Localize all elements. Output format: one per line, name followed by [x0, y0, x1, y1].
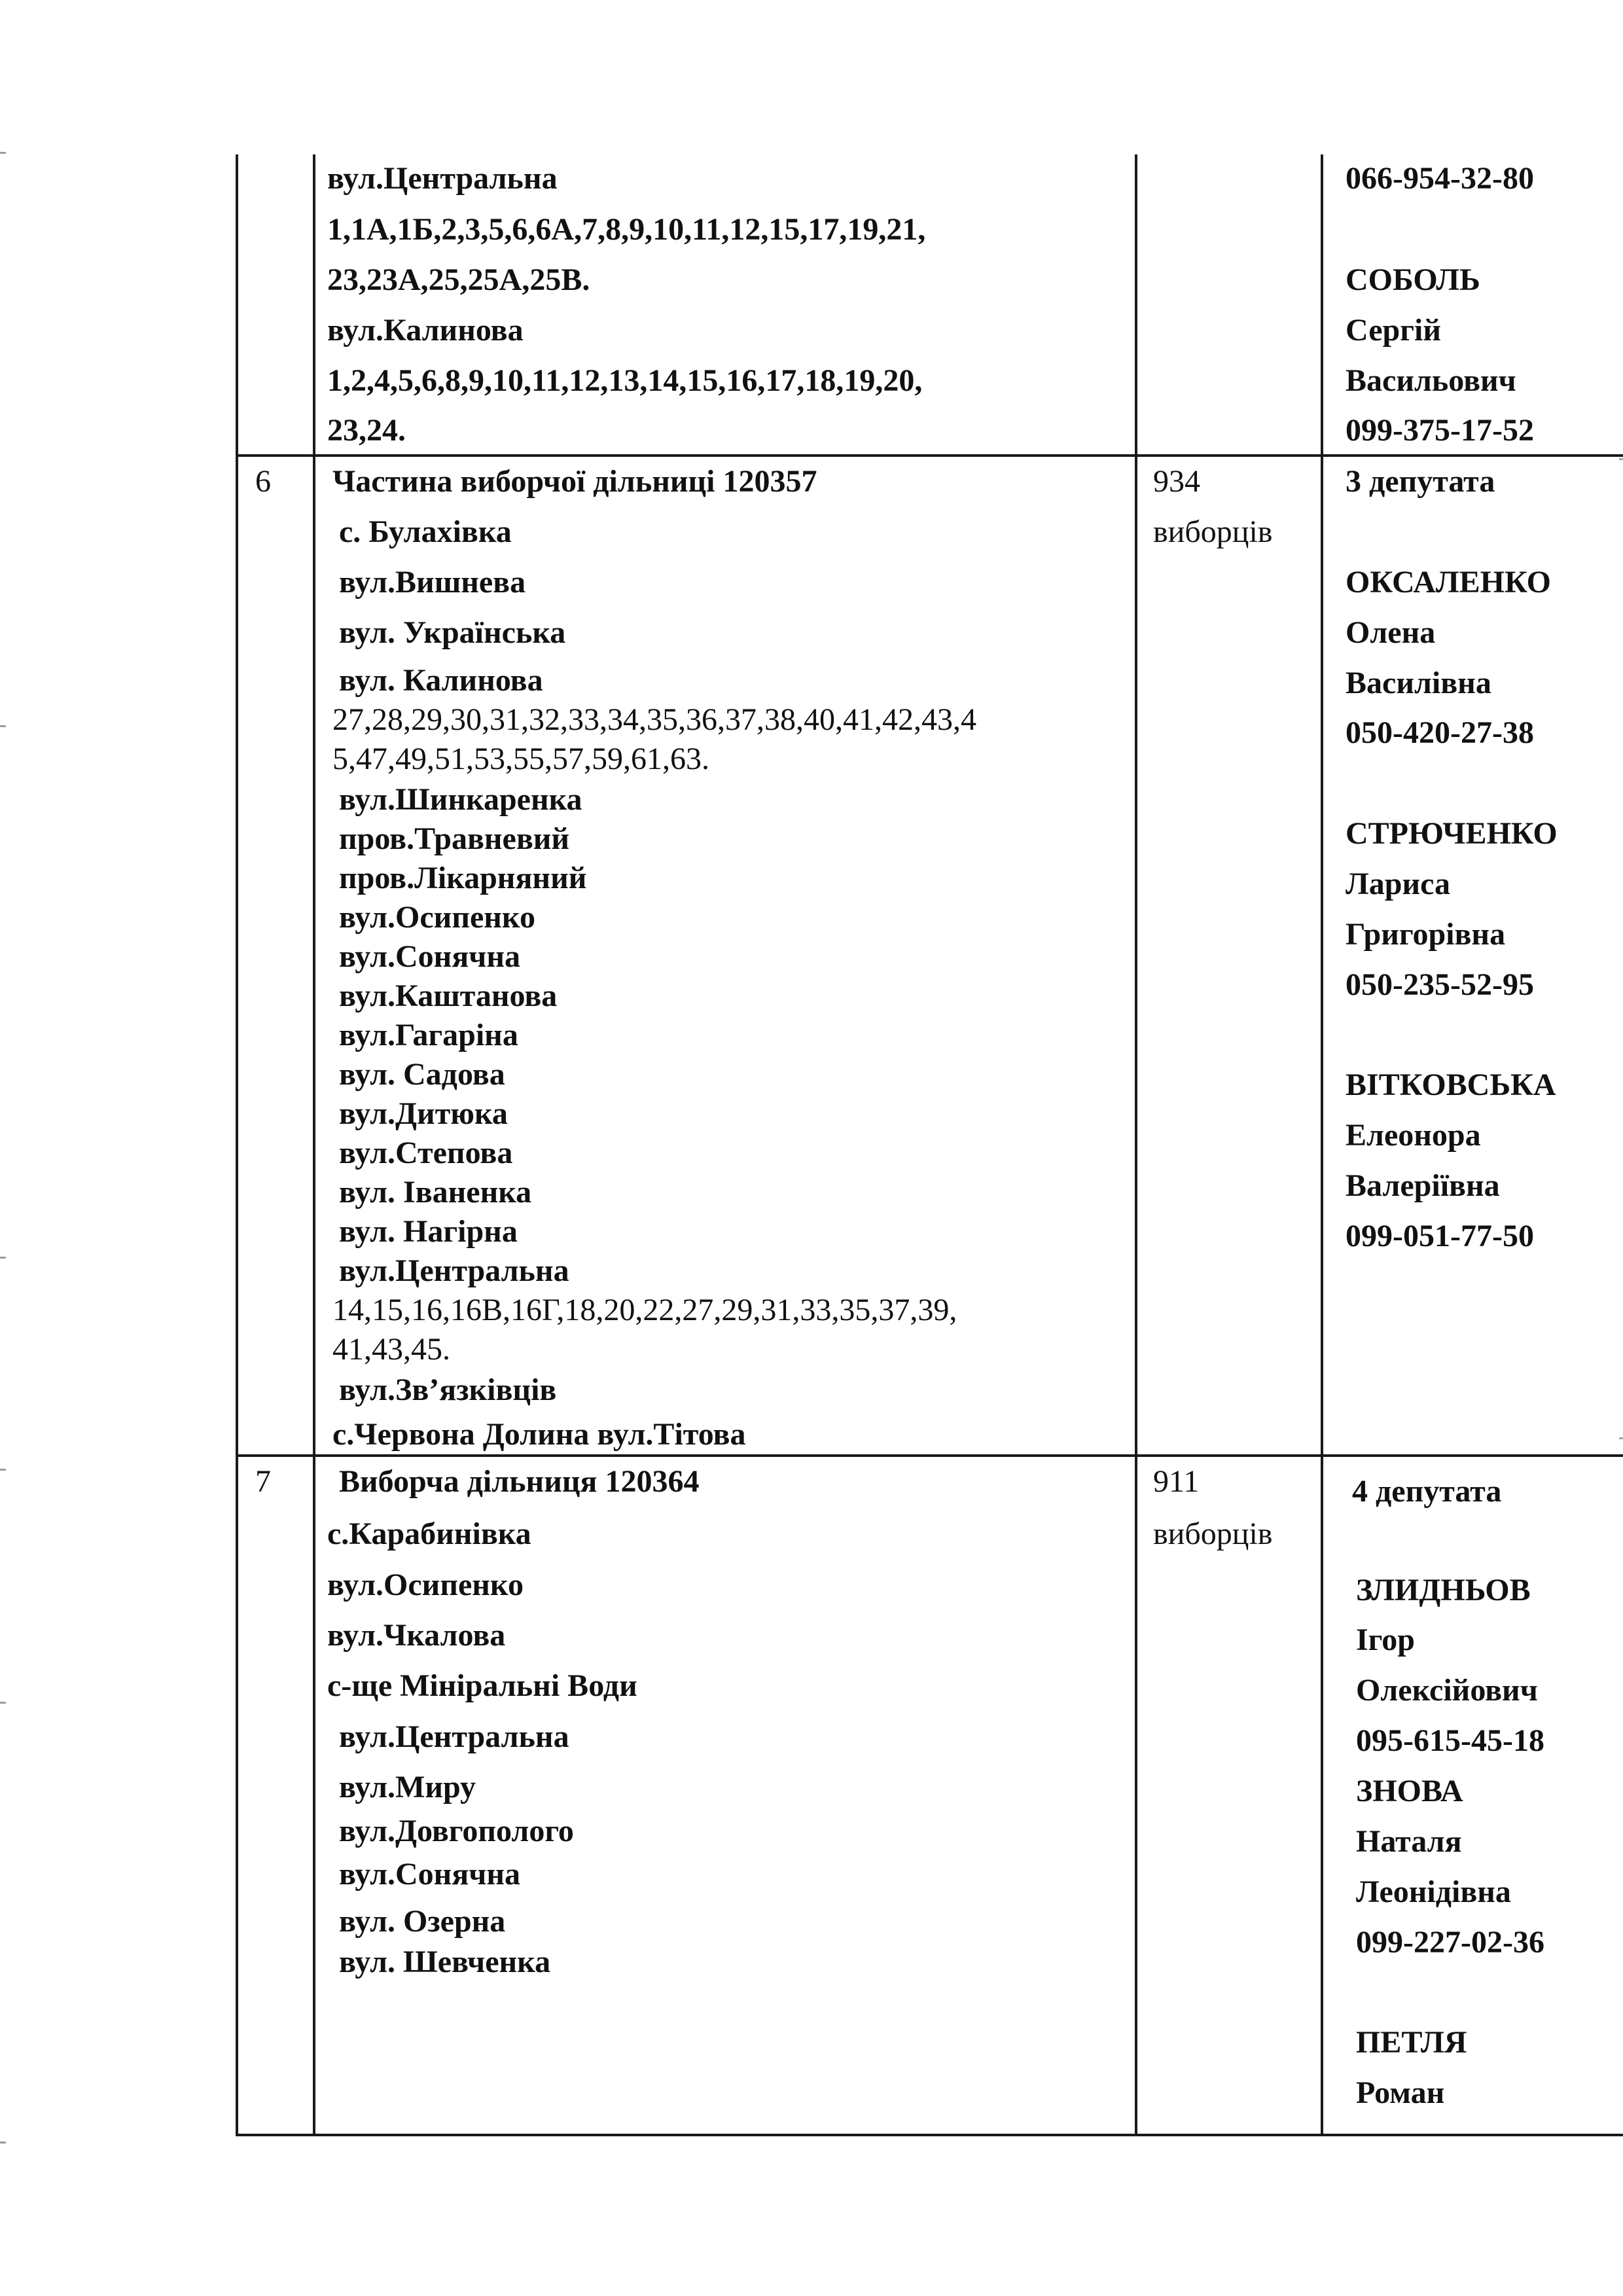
deputy-patronymic: Олексійович — [1356, 1673, 1538, 1708]
street-line: вул.Центральна — [327, 161, 558, 196]
house-numbers-line: 23,23А,25,25А,25В. — [327, 262, 590, 297]
street-line: пров.Травневий — [339, 821, 570, 856]
street-line: вул.Гагаріна — [339, 1018, 518, 1052]
street-line: вул.Чкалова — [327, 1618, 506, 1653]
deputy-patronymic: Василівна — [1346, 666, 1491, 700]
street-line: вул.Степова — [339, 1136, 513, 1170]
street-line: вул.Осипенко — [327, 1568, 524, 1602]
deputy-first-name: Ігор — [1356, 1623, 1415, 1657]
phone-number: 099-227-02-36 — [1356, 1925, 1544, 1960]
table-border-bottom — [236, 2134, 1623, 2136]
street-line: пров.Лікарняний — [339, 861, 587, 895]
table-column-divider — [1321, 154, 1323, 2136]
street-line: вул.Центральна — [339, 1253, 569, 1288]
scan-mark — [0, 1257, 6, 1259]
house-numbers-line: 14,15,16,16В,16Г,18,20,22,27,29,31,33,35,37,39, — [332, 1293, 957, 1327]
street-line: вул.Дитюка — [339, 1096, 508, 1131]
row-number: 6 — [255, 464, 271, 499]
village-name: с.Карабинівка — [327, 1516, 531, 1551]
street-line: вул. Озерна — [339, 1904, 506, 1939]
voter-count: 911 — [1153, 1464, 1200, 1499]
street-line: вул. Калинова — [339, 663, 543, 698]
deputy-surname: ПЕТЛЯ — [1356, 2025, 1467, 2060]
village-name: с-ще Мініральні Води — [327, 1668, 637, 1703]
street-line: вул. Шевченка — [339, 1945, 551, 1979]
deputy-count: 4 депутата — [1352, 1474, 1502, 1509]
street-line: вул.Довгополого — [339, 1814, 574, 1848]
phone-number: 050-420-27-38 — [1346, 715, 1534, 750]
scan-mark — [0, 152, 6, 154]
voter-count-unit: виборців — [1153, 514, 1273, 549]
phone-number: 095-615-45-18 — [1356, 1723, 1544, 1758]
deputy-surname: ЗНОВА — [1356, 1774, 1463, 1808]
phone-number: 099-375-17-52 — [1346, 413, 1534, 448]
street-line: вул.Сонячна — [339, 1857, 521, 1892]
table-row-divider — [236, 1454, 1623, 1457]
district-title: Частина виборчої дільниці 120357 — [332, 464, 817, 499]
house-numbers-line: 27,28,29,30,31,32,33,34,35,36,37,38,40,41,42,43,4 — [332, 702, 976, 737]
street-line: вул.Осипенко — [339, 900, 535, 935]
street-line: вул. Іваненка — [339, 1175, 532, 1210]
phone-number: 099-051-77-50 — [1346, 1219, 1534, 1253]
row-number: 7 — [255, 1464, 271, 1499]
street-line: вул. Українська — [339, 615, 566, 650]
deputy-count: 3 депутата — [1346, 464, 1495, 499]
deputy-patronymic: Валеріївна — [1346, 1168, 1500, 1203]
house-numbers-line: 1,1А,1Б,2,3,5,6,6А,7,8,9,10,11,12,15,17,19,21, — [327, 212, 926, 247]
table-border-left — [236, 154, 238, 2136]
deputy-first-name: Лариса — [1346, 867, 1451, 901]
street-line: вул.Каштанова — [339, 978, 558, 1013]
house-numbers-line: 41,43,45. — [332, 1332, 450, 1367]
table-row-divider — [236, 454, 1623, 457]
village-street-line: с.Червона Долина вул.Тітова — [332, 1417, 746, 1452]
deputy-first-name: Олена — [1346, 615, 1436, 650]
phone-number: 066-954-32-80 — [1346, 161, 1534, 196]
scan-mark — [1619, 1437, 1623, 1439]
street-line: вул.Центральна — [339, 1719, 569, 1754]
street-line: вул.Миру — [339, 1770, 476, 1804]
deputy-patronymic: Леонідівна — [1356, 1874, 1511, 1909]
scan-mark — [0, 2142, 6, 2144]
deputy-patronymic: Васильович — [1346, 363, 1516, 398]
scan-mark — [0, 725, 6, 727]
village-name: с. Булахівка — [339, 514, 512, 549]
deputy-first-name: Наталя — [1356, 1824, 1462, 1859]
phone-number: 050-235-52-95 — [1346, 967, 1534, 1002]
deputy-surname: ОКСАЛЕНКО — [1346, 565, 1551, 600]
scan-mark — [0, 1702, 6, 1704]
deputy-first-name: Роман — [1356, 2075, 1445, 2110]
table-column-divider — [313, 154, 315, 2136]
deputy-first-name: Сергій — [1346, 313, 1442, 348]
deputy-surname: СОБОЛЬ — [1346, 262, 1480, 297]
voter-count: 934 — [1153, 464, 1200, 499]
house-numbers-line: 1,2,4,5,6,8,9,10,11,12,13,14,15,16,17,18,19,20, — [327, 363, 923, 398]
deputy-surname: ВІТКОВСЬКА — [1346, 1067, 1556, 1102]
scan-mark — [0, 1469, 6, 1471]
table-column-divider — [1135, 154, 1137, 2136]
street-line: вул.Зв’язківців — [339, 1372, 557, 1407]
deputy-surname: СТРЮЧЕНКО — [1346, 816, 1558, 851]
district-title: Виборча дільниця 120364 — [339, 1464, 700, 1499]
street-line: вул. Нагірна — [339, 1214, 518, 1249]
house-numbers-line: 23,24. — [327, 413, 406, 448]
street-line: вул.Калинова — [327, 313, 524, 348]
deputy-surname: ЗЛИДНЬОВ — [1356, 1573, 1531, 1607]
street-line: вул.Шинкаренка — [339, 782, 582, 817]
street-line: вул. Садова — [339, 1057, 505, 1092]
deputy-patronymic: Григорівна — [1346, 917, 1506, 952]
deputy-first-name: Елеонора — [1346, 1118, 1481, 1153]
voter-count-unit: виборців — [1153, 1516, 1273, 1551]
street-line: вул.Вишнева — [339, 565, 526, 600]
house-numbers-line: 5,47,49,51,53,55,57,59,61,63. — [332, 742, 709, 776]
scan-mark — [1619, 458, 1623, 460]
street-line: вул.Сонячна — [339, 939, 521, 974]
